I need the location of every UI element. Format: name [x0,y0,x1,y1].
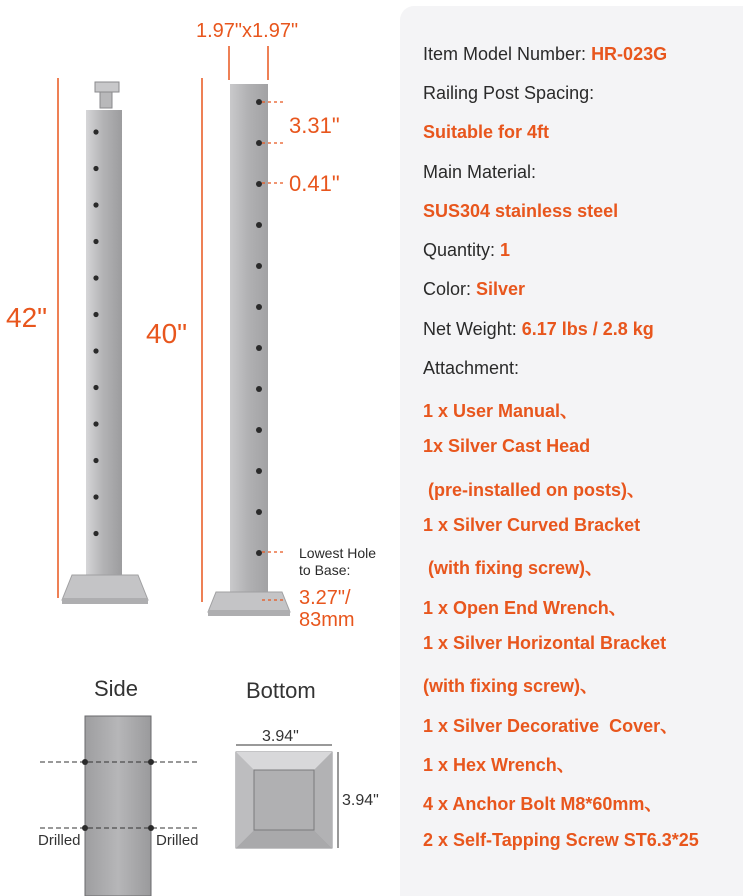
attachment-item: 1 x Silver Horizontal Bracket [423,633,667,653]
lowest-hole-value: 3.27"/ 83mm [299,587,355,631]
model-value: HR-023G [591,44,668,64]
spec-model [423,44,667,65]
quantity-label: Quantity: [423,240,501,260]
attachment-item: 1x Silver Cast Head [423,436,591,456]
side-title: Side [94,676,139,701]
post-hole [256,304,262,310]
spec-quantity [423,240,510,261]
post-hole [256,263,262,269]
drilled-label-right: Drilled [156,832,199,849]
post-hole [256,550,262,556]
hole-diameter-label: 0.41" [289,171,340,196]
bottom-view [236,745,338,848]
post-hole [93,494,98,499]
post-hole [256,427,262,433]
post-hole [256,99,262,105]
model-label: Item Model Number: [423,44,592,64]
post-with-head [62,82,148,604]
color-label: Color: [423,279,477,299]
post-hole [93,458,98,463]
attachment-item: 1 x Hex Wrench、 [423,755,575,775]
post-hole [93,531,98,536]
spec-spacing-value: Suitable for 4ft [423,122,550,142]
post-hole [256,140,262,146]
post-hole [93,275,98,280]
post-hole [93,239,98,244]
post-hole [93,129,98,134]
post-hole [256,222,262,228]
color-value: Silver [476,279,526,299]
attachment-item: 4 x Anchor Bolt M8*60mm、 [423,794,663,814]
post-hole [93,421,98,426]
post-hole [256,181,262,187]
attachment-item: 1 x Silver Curved Bracket [423,515,641,535]
post-hole [256,386,262,392]
bottom-title: Bottom [246,678,316,703]
spec-attachment-label: Attachment: [423,358,520,378]
spec-material-label: Main Material: [423,162,537,182]
post-hole [256,509,262,515]
attachment-item: 2 x Self-Tapping Screw ST6.3*25 [423,830,699,850]
base-width-label: 3.94" [262,728,299,745]
drilled-label-left: Drilled [38,832,81,849]
lowest-hole-note: Lowest Hole to Base: [299,545,377,578]
attachment-item: 1 x User Manual、 [423,401,579,421]
quantity-value: 1 [500,240,511,260]
post-hole [256,468,262,474]
spec-spacing-label: Railing Post Spacing: [423,83,595,103]
spec-weight [423,319,654,340]
spec-color [423,279,525,300]
post-width-label: 1.97"x1.97" [196,20,299,42]
total-height-label: 42" [6,302,48,333]
post-hole [93,166,98,171]
side-view [40,716,200,896]
post-hole [93,312,98,317]
post-hole [93,202,98,207]
spec-material-value: SUS304 stainless steel [423,201,619,221]
post-hole [93,348,98,353]
base-depth-label: 3.94" [342,792,379,809]
weight-label: Net Weight: [423,319,522,339]
post-front [208,84,290,616]
attachment-item: (pre-installed on posts)、 [423,480,646,500]
attachment-item: (with fixing screw)、 [423,558,604,578]
post-hole [93,385,98,390]
weight-value: 6.17 lbs / 2.8 kg [521,319,654,339]
hole-spacing-label: 3.31" [289,113,340,138]
post-hole [256,345,262,351]
attachment-item: 1 x Open End Wrench、 [423,598,627,618]
attachment-item: 1 x Silver Decorative Cover、 [423,716,679,736]
post-height-label: 40" [146,318,188,349]
spec-panel [400,6,743,896]
attachment-item: (with fixing screw)、 [423,676,599,696]
